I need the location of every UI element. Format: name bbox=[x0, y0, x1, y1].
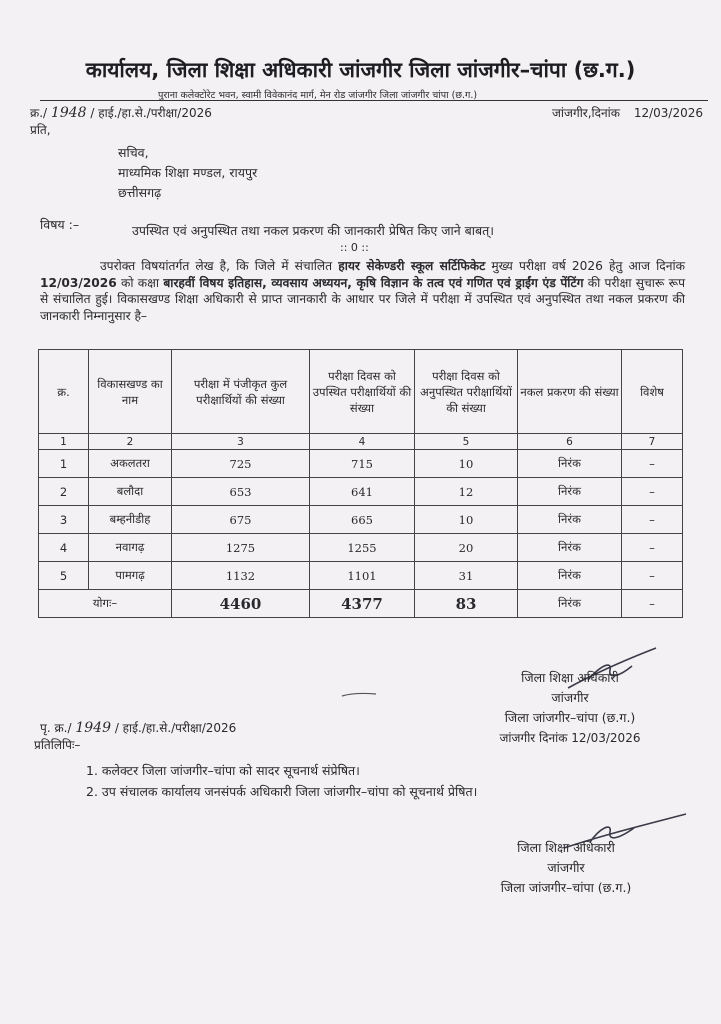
cell-remark: – bbox=[622, 506, 683, 534]
body-text-3: को कक्षा bbox=[116, 275, 164, 290]
subject-separator: :: 0 :: bbox=[340, 241, 369, 254]
column-number: 7 bbox=[622, 434, 683, 450]
body-text-4: की परीक्षा सुचारू रूप से संचालित हुई। विकासखण्ड शिक्षा अधिकारी से प्राप्त जानकारी के आधार पर जिले में परीक्षा में उपस्थित एवं अनुपस्थित तथा नकल प्रकरण की जानकारी निम्नानुसार है– bbox=[40, 275, 686, 323]
letter-date bbox=[552, 104, 703, 121]
header-remark: विशेष bbox=[622, 350, 683, 434]
reference-prefix: क्र./ bbox=[30, 106, 48, 120]
cell-registered: 675 bbox=[172, 506, 310, 534]
subject-text: उपस्थित एवं अनुपस्थित तथा नकल प्रकरण की जानकारी प्रेषित किए जाने बाबत्। bbox=[132, 223, 495, 238]
cell-remark: – bbox=[622, 478, 683, 506]
office-title: कार्यालय, जिला शिक्षा अधिकारी जांजगीर जिला जांजगीर–चांपा (छ.ग.) bbox=[85, 58, 636, 82]
signature-block-2 bbox=[466, 838, 666, 898]
cell-registered: 725 bbox=[172, 450, 310, 478]
subject-label: विषय :– bbox=[40, 217, 80, 232]
cell-absent: 10 bbox=[415, 506, 518, 534]
signatory-title: जिला शिक्षा अधिकारी bbox=[521, 670, 619, 685]
table-total-row bbox=[39, 590, 683, 618]
cell-block: बलौदा bbox=[89, 478, 172, 506]
cell-present: 1255 bbox=[310, 534, 415, 562]
copy-label: प्रतिलिपिः– bbox=[34, 738, 81, 752]
cell-registered: 1132 bbox=[172, 562, 310, 590]
endorsement-line bbox=[40, 719, 236, 736]
endorsement-prefix: पृ. क्र./ bbox=[40, 721, 72, 735]
cell-block: नवागढ़ bbox=[89, 534, 172, 562]
header-sn: क्र. bbox=[39, 350, 89, 434]
cell-sn: 3 bbox=[39, 506, 89, 534]
cell-present: 665 bbox=[310, 506, 415, 534]
total-remark: – bbox=[622, 590, 683, 618]
header-block: विकासखण्ड का नाम bbox=[89, 350, 172, 434]
date-label: जांजगीर,दिनांक bbox=[552, 106, 620, 120]
table-row bbox=[39, 562, 683, 590]
table-row bbox=[39, 506, 683, 534]
total-copy-cases: निरंक bbox=[518, 590, 622, 618]
cell-registered: 1275 bbox=[172, 534, 310, 562]
column-number-row bbox=[39, 434, 683, 450]
attendance-table bbox=[38, 349, 683, 618]
copy-item: 2. उप संचालक कार्यालय जनसंपर्क अधिकारी जिला जांजगीर–चांपा को सूचनार्थ प्रेषित। bbox=[86, 784, 478, 799]
recipient-line-2: माध्यमिक शिक्षा मण्डल, रायपुर bbox=[118, 165, 258, 180]
header-divider bbox=[40, 100, 708, 101]
total-present: 4377 bbox=[310, 590, 415, 618]
cell-remark: – bbox=[622, 534, 683, 562]
body-bold-3: बारहवीं विषय इतिहास, व्यवसाय अध्ययन, कृषि विज्ञान के तत्व एवं गणित एवं ड्राईंग एंड पेंटिंग bbox=[163, 275, 584, 290]
cell-remark: – bbox=[622, 450, 683, 478]
reference-line bbox=[30, 104, 212, 121]
cell-remark: – bbox=[622, 562, 683, 590]
date-value: 12/03/2026 bbox=[633, 106, 703, 120]
total-label: योगः– bbox=[39, 590, 172, 618]
cell-registered: 653 bbox=[172, 478, 310, 506]
body-bold-2: 12/03/2026 bbox=[40, 275, 117, 290]
body-text-1: उपरोक्त विषयांतर्गत लेख है, कि जिले में संचालित bbox=[100, 259, 339, 273]
copy-item: 1. कलेक्टर जिला जांजगीर–चांपा को सादर सूचनार्थ संप्रेषित। bbox=[86, 763, 360, 778]
signature-date: जांजगीर दिनांक 12/03/2026 bbox=[499, 731, 641, 745]
cell-absent: 12 bbox=[415, 478, 518, 506]
table-header-row bbox=[39, 350, 683, 434]
cell-copy-cases: निरंक bbox=[518, 562, 622, 590]
signatory-place: जांजगीर bbox=[547, 860, 585, 875]
cell-block: पामगढ़ bbox=[89, 562, 172, 590]
body-text-2: मुख्य परीक्षा वर्ष 2026 हेतु आज दिनांक bbox=[485, 259, 685, 273]
cell-copy-cases: निरंक bbox=[518, 506, 622, 534]
total-absent: 83 bbox=[415, 590, 518, 618]
signatory-district: जिला जांजगीर–चांपा (छ.ग.) bbox=[504, 710, 636, 725]
header-copy-cases: नकल प्रकरण की संख्या bbox=[518, 350, 622, 434]
column-number: 2 bbox=[89, 434, 172, 450]
signatory-title: जिला शिक्षा अधिकारी bbox=[517, 840, 615, 855]
cell-block: बम्हनीडीह bbox=[89, 506, 172, 534]
signatory-place: जांजगीर bbox=[551, 690, 589, 705]
office-address: पुराना कलेक्टोरेट भवन, स्वामी विवेकानंद मार्ग, मेन रोड जांजगीर जिला जांजगीर चांपा (छ.ग.) bbox=[158, 90, 478, 101]
cell-sn: 1 bbox=[39, 450, 89, 478]
cell-sn: 4 bbox=[39, 534, 89, 562]
cell-absent: 10 bbox=[415, 450, 518, 478]
cell-absent: 20 bbox=[415, 534, 518, 562]
signature-block-1 bbox=[470, 668, 670, 748]
endorsement-suffix: / हाई./हा.से./परीक्षा/2026 bbox=[114, 721, 237, 735]
header-registered: परीक्षा में पंजीकृत कुल परीक्षार्थियों की संख्या bbox=[172, 350, 310, 434]
prati-label: प्रति, bbox=[30, 123, 51, 137]
column-number: 1 bbox=[39, 434, 89, 450]
cell-present: 641 bbox=[310, 478, 415, 506]
recipient-line-3: छत्तीसगढ़ bbox=[118, 185, 162, 200]
cell-present: 1101 bbox=[310, 562, 415, 590]
cell-sn: 2 bbox=[39, 478, 89, 506]
column-number: 4 bbox=[310, 434, 415, 450]
pen-mark bbox=[340, 690, 380, 700]
table-row bbox=[39, 534, 683, 562]
table-row bbox=[39, 450, 683, 478]
cell-copy-cases: निरंक bbox=[518, 478, 622, 506]
cell-copy-cases: निरंक bbox=[518, 534, 622, 562]
column-number: 5 bbox=[415, 434, 518, 450]
cell-copy-cases: निरंक bbox=[518, 450, 622, 478]
total-registered: 4460 bbox=[172, 590, 310, 618]
reference-suffix: / हाई./हा.से./परीक्षा/2026 bbox=[90, 106, 212, 120]
column-number: 6 bbox=[518, 434, 622, 450]
reference-number: 1948 bbox=[50, 105, 87, 121]
cell-present: 715 bbox=[310, 450, 415, 478]
column-number: 3 bbox=[172, 434, 310, 450]
body-bold-1: हायर सेकेण्डरी स्कूल सर्टिफिकेट bbox=[338, 259, 486, 273]
cell-block: अकलतरा bbox=[89, 450, 172, 478]
cell-sn: 5 bbox=[39, 562, 89, 590]
header-present: परीक्षा दिवस को उपस्थित परीक्षार्थियों की संख्या bbox=[310, 350, 415, 434]
recipient-line-1: सचिव, bbox=[118, 145, 149, 160]
header-absent: परीक्षा दिवस को अनुपस्थित परीक्षार्थियों की संख्या bbox=[415, 350, 518, 434]
signatory-district: जिला जांजगीर–चांपा (छ.ग.) bbox=[500, 880, 632, 895]
body-paragraph bbox=[40, 258, 685, 324]
cell-absent: 31 bbox=[415, 562, 518, 590]
endorsement-number: 1949 bbox=[75, 720, 111, 736]
table-row bbox=[39, 478, 683, 506]
